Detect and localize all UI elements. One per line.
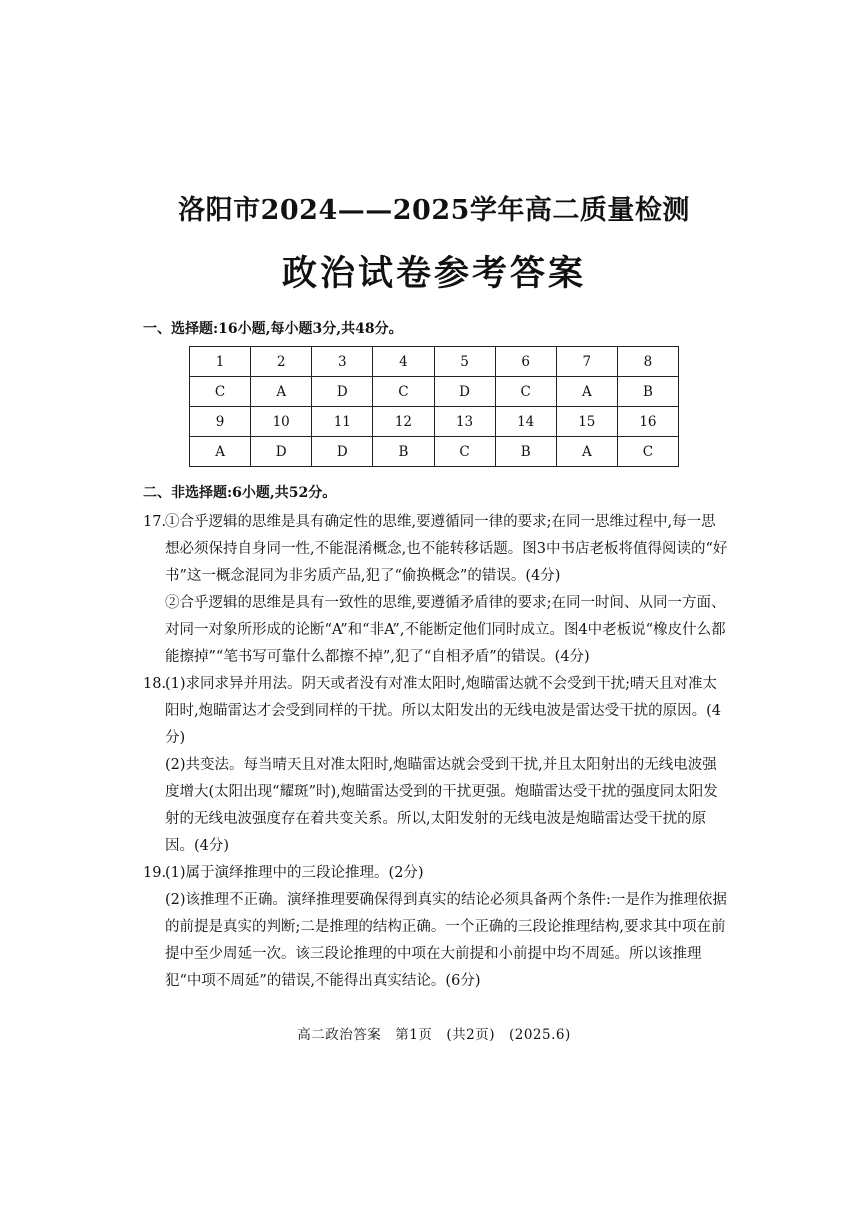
answer-cell: B <box>495 437 556 467</box>
answer-cell: D <box>312 437 373 467</box>
table-row-answers <box>190 437 679 467</box>
question-first-paragraph <box>143 509 728 590</box>
question-block <box>143 860 728 995</box>
question-number-cell: 1 <box>190 347 251 377</box>
table-row-question-numbers <box>190 407 679 437</box>
question-first-paragraph <box>143 860 728 887</box>
section-heading-nonchoice: 二、非选择题:6小题,共52分。 <box>143 485 337 501</box>
question-number-cell: 9 <box>190 407 251 437</box>
question-number-cell: 5 <box>434 347 495 377</box>
answer-cell: C <box>617 437 678 467</box>
question-number-cell: 10 <box>251 407 312 437</box>
page-footer: 高二政治答案 第1页 (共2页) (2025.6) <box>297 1027 571 1043</box>
answer-paragraph: ②合乎逻辑的思维是具有一致性的思维,要遵循矛盾律的要求;在同一时间、从同一方面、对同一对象所形成的论断“A”和“非A”,不能断定他们同时成立。图4中老板说“橡皮什么都能擦掉”“笔书写可靠什么都擦不掉”,犯了“自相矛盾”的错误。(4分) <box>165 595 726 665</box>
question-number-cell: 16 <box>617 407 678 437</box>
question-block <box>143 509 728 671</box>
answer-paragraph: (1)属于演绎推理中的三段论推理。(2分) <box>165 865 424 881</box>
question-number-cell: 3 <box>312 347 373 377</box>
answer-cell: A <box>251 377 312 407</box>
answer-cell: A <box>190 437 251 467</box>
answer-paragraph: (2)该推理不正确。演绎推理要确保得到真实的结论必须具备两个条件:一是作为推理依据的前提是真实的判断;二是推理的结构正确。一个正确的三段论推理结构,要求其中项在前提中至少周延一次。该三段论推理的中项在大前提和小前提中均不周延。所以该推理犯“中项不周延”的错误,不能得出真实结论。(6分) <box>165 892 727 989</box>
question-first-paragraph <box>143 671 728 752</box>
question-number-cell: 4 <box>373 347 434 377</box>
answer-cell: A <box>556 437 617 467</box>
question-answers <box>143 509 728 995</box>
answer-cell: A <box>556 377 617 407</box>
question-block <box>143 671 728 860</box>
question-number-cell: 13 <box>434 407 495 437</box>
answer-cell: C <box>373 377 434 407</box>
answer-table <box>189 346 679 467</box>
question-number-cell: 8 <box>617 347 678 377</box>
section-heading-choice: 一、选择题:16小题,每小题3分,共48分。 <box>143 321 403 337</box>
answer-cell: D <box>251 437 312 467</box>
question-number: 18. <box>143 676 167 692</box>
question-number-cell: 7 <box>556 347 617 377</box>
document-title: 洛阳市2024——2025学年高二质量检测 <box>178 195 690 226</box>
question-number-cell: 6 <box>495 347 556 377</box>
question-number-cell: 12 <box>373 407 434 437</box>
question-number-cell: 2 <box>251 347 312 377</box>
question-number: 19. <box>143 865 167 881</box>
answer-cell: C <box>495 377 556 407</box>
answer-cell: D <box>312 377 373 407</box>
answer-paragraph: (1)求同求异并用法。阴天或者没有对准太阳时,炮瞄雷达就不会受到干扰;晴天且对准太阳时,炮瞄雷达才会受到同样的干扰。所以太阳发出的无线电波是雷达受干扰的原因。(4分) <box>165 676 721 746</box>
question-number: 17. <box>143 514 167 530</box>
table-row-question-numbers <box>190 347 679 377</box>
table-row-answers <box>190 377 679 407</box>
answer-paragraph: ①合乎逻辑的思维是具有确定性的思维,要遵循同一律的要求;在同一思维过程中,每一思想必须保持自身同一性,不能混淆概念,也不能转移话题。图3中书店老板将值得阅读的“好书”这一概念混同为非劣质产品,犯了“偷换概念”的错误。(4分) <box>165 514 728 584</box>
answer-cell: C <box>434 437 495 467</box>
question-number-cell: 11 <box>312 407 373 437</box>
answer-cell: B <box>373 437 434 467</box>
answer-cell: B <box>617 377 678 407</box>
answer-cell: D <box>434 377 495 407</box>
answer-cell: C <box>190 377 251 407</box>
answer-paragraph: (2)共变法。每当晴天且对准太阳时,炮瞄雷达就会受到干扰,并且太阳射出的无线电波强度增大(太阳出现“耀斑”时),炮瞄雷达受到的干扰更强。炮瞄雷达受干扰的强度同太阳发射的无线电波强度存在着共变关系。所以,太阳发射的无线电波是炮瞄雷达受干扰的原因。(4分) <box>165 757 718 854</box>
document-subtitle: 政治试卷参考答案 <box>281 253 586 294</box>
question-number-cell: 14 <box>495 407 556 437</box>
question-number-cell: 15 <box>556 407 617 437</box>
